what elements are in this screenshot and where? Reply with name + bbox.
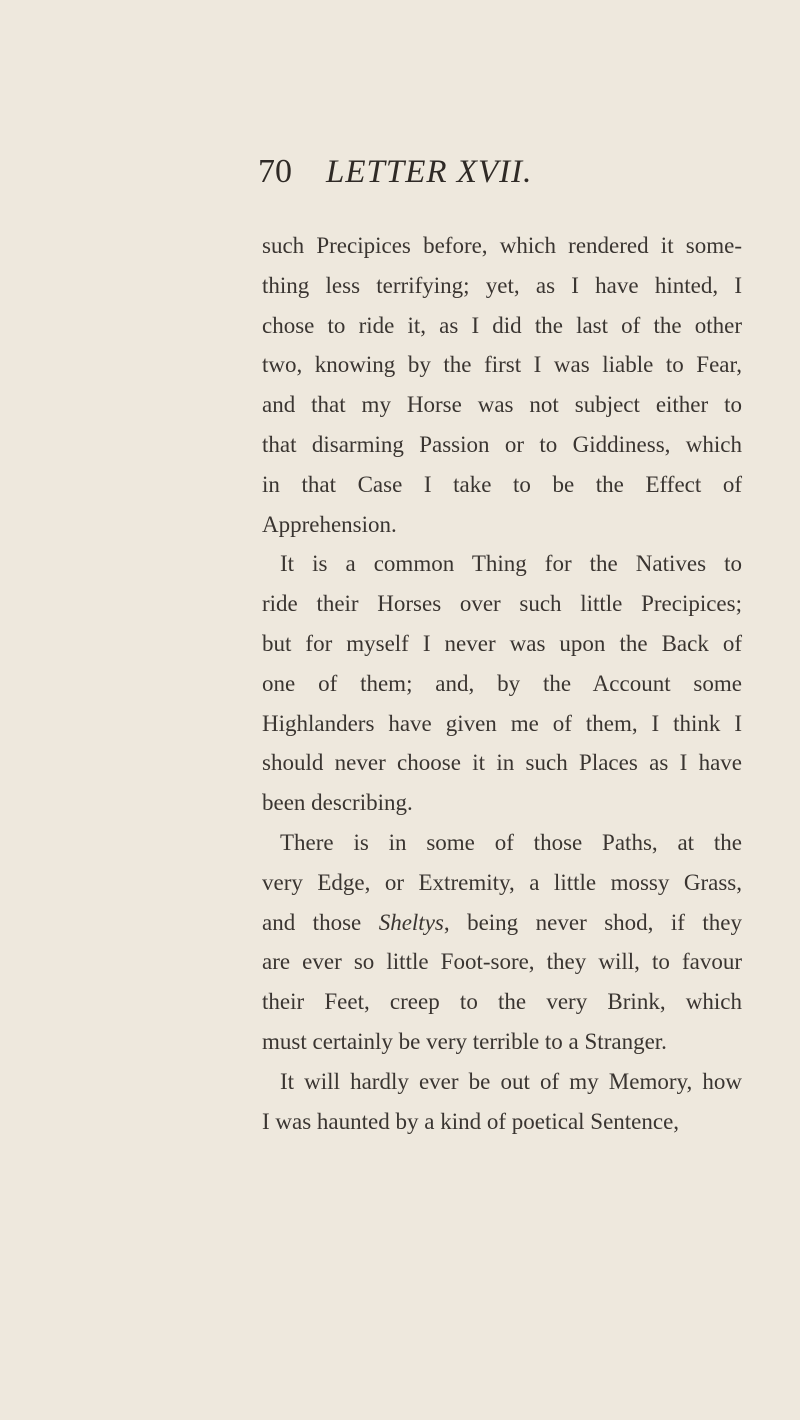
text-line: should never choose it in such Places as I have [262,750,742,776]
text-line: I was haunted by a kind of poetical Sentence, [262,1108,680,1134]
text-line: and that my Horse was not subject either to [262,392,742,418]
text-line: in that Case I take to be the Effect of [262,471,742,497]
italic-word: Sheltys [378,909,444,935]
paragraph [262,1062,742,1142]
text-line: two, knowing by the first I was liable to Fear, [262,352,742,378]
paragraph [262,226,742,544]
text-line: such Precipices before, which rendered it some- [262,233,742,258]
running-title: LETTER XVII. [326,154,533,190]
text-line: been describing. [262,790,413,816]
text-line: must certainly be very terrible to a Stranger. [262,1028,667,1054]
text-line: It will hardly ever be out of my Memory, how [280,1068,742,1094]
text-line: chose to ride it, as I did the last of the other [262,312,742,338]
text-line: Highlanders have given me of them, I think I [262,710,742,736]
text-line: There is in some of those Paths, at the [280,829,742,855]
text-line: thing less terrifying; yet, as I have hinted, I [262,272,742,298]
text-line: very Edge, or Extremity, a little mossy Grass, [262,869,742,895]
page-header [0,150,800,200]
text-line: their Feet, creep to the very Brink, which [262,989,742,1015]
body-text [262,226,742,1141]
text-line: Apprehension. [262,511,397,537]
text-line: one of them; and, by the Account some [262,670,742,696]
text-line: that disarming Passion or to Giddiness, which [262,431,742,457]
text-line: and those Sheltys, being never shod, if they [262,909,742,935]
paragraph [262,544,742,823]
page-number: 70 [258,153,292,190]
text-line: are ever so little Foot-sore, they will, to favour [262,949,742,975]
paragraph [262,823,742,1062]
text-line: ride their Horses over such little Precipices; [262,591,742,617]
text-line: It is a common Thing for the Natives to [280,551,742,577]
text-line: but for myself I never was upon the Back of [262,630,742,656]
